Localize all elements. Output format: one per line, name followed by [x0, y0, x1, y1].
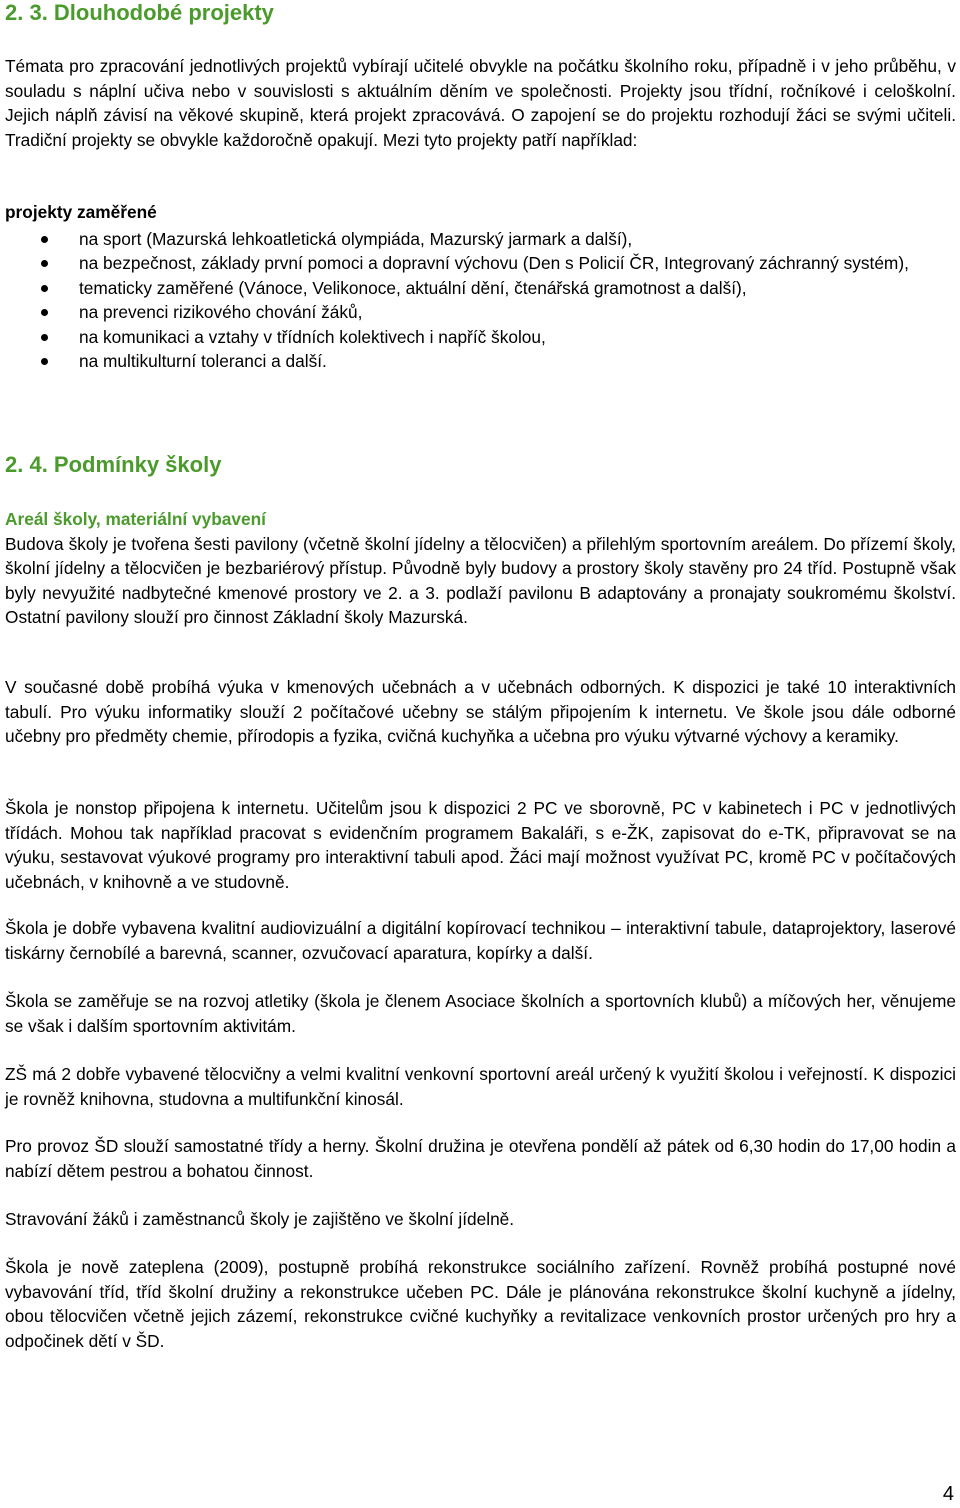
paragraph-block: [5, 1134, 956, 1183]
projects-list-title: projekty zaměřené: [5, 202, 157, 222]
list-item: tematicky zaměřené (Vánoce, Velikonoce, aktuální dění, čtenářská gramotnost a další),: [5, 276, 956, 301]
section-heading-conditions: 2. 4. Podmínky školy: [5, 452, 222, 477]
bullet-icon: [41, 236, 48, 243]
conditions-paragraph: Škola je nonstop připojena k internetu. Učitelům jsou k dispozici 2 PC ve sborovně, PC v kabinetech i PC v jednotlivých třídách. Mohou tak například pracovat s evidenčním programem Bakaláři, s e-ŽK, zapisovat do e-TK, připravovat se na výuku, sestavovat výukové programy pro interaktivní tabuli apod. Žáci mají možnost využívat PC, kromě PC v počítačových učebnách, v knihovně a ve studovně.: [5, 798, 956, 892]
list-item: na multikulturní toleranci a další.: [5, 349, 956, 374]
bullet-icon: [41, 358, 48, 365]
conditions-paragraph: V současné době probíhá výuka v kmenových učebnách a v učebnách odborných. K dispozici je také 10 interaktivních tabulí. Pro výuku informatiky slouží 2 počítačové učebny se stálým připojením k internetu. Ve škole jsou dále odborné učebny pro předměty chemie, přírodopis a fyzika, cvičná kuchyňka a učebna pro výuku výtvarné výchovy a keramiky.: [5, 677, 956, 746]
conditions-paragraph: Stravování žáků i zaměstnanců školy je zajištěno ve školní jídelně.: [5, 1209, 515, 1229]
section-heading-projects: 2. 3. Dlouhodobé projekty: [5, 0, 274, 25]
list-item: na prevenci rizikového chování žáků,: [5, 300, 956, 325]
projects-intro-paragraph: Témata pro zpracování jednotlivých projektů vybírají učitelé obvykle na počátku školního roku, případně i v jeho průběhu, v souladu s náplní učiva nebo v souvislosti s aktuálním děním ve společnosti. Projekty jsou třídní, ročníkové i celoškolní. Jejich náplň závisí na věkové skupině, která projekt zpracovává. O zapojení se do projektu rozhodují žáci se svými učiteli. Tradiční projekty se obvykle každoročně opakují. Mezi tyto projekty patří například:: [5, 56, 956, 150]
paragraph-block: [5, 916, 956, 965]
paragraph-block: [5, 796, 956, 894]
bullet-icon: [41, 334, 48, 341]
conditions-paragraph: Škola je nově zateplena (2009), postupně probíhá rekonstrukce sociálního zařízení. Rovněž probíhá postupné nové vybavování tříd, tříd školní družiny a rekonstrukce učeben PC. Dále je plánována rekonstrukce školní kuchyně a jídelny, obou tělocvičen včetně jejich zázemí, rekonstrukce cvičné kuchyňky a revitalizace venkovních prostor určených pro hry a odpočinek dětí v ŠD.: [5, 1257, 956, 1351]
list-item: na bezpečnost, základy první pomoci a dopravní výchovu (Den s Policií ČR, Integrovaný záchranný systém),: [5, 251, 956, 276]
projects-intro-block: [5, 54, 956, 152]
list-item: na sport (Mazurská lehkoatletická olympiáda, Mazurský jarmark a další),: [5, 227, 956, 252]
bullet-icon: [41, 309, 48, 316]
projects-list-block: [5, 200, 956, 374]
conditions-subheading: Areál školy, materiální vybavení: [5, 509, 266, 529]
projects-list: [5, 227, 956, 374]
paragraph-block: [5, 1207, 956, 1232]
list-item: na komunikaci a vztahy v třídních kolektivech i napříč školou,: [5, 325, 956, 350]
page-number: 4: [942, 1483, 954, 1505]
paragraph-block: [5, 675, 956, 749]
conditions-paragraph: ZŠ má 2 dobře vybavené tělocvičny a velmi kvalitní venkovní sportovní areál určený k využití školou i veřejností. K dispozici je rovněž knihovna, studovna a multifunkční kinosál.: [5, 1064, 956, 1109]
paragraph-block: [5, 1062, 956, 1111]
bullet-icon: [41, 260, 48, 267]
paragraph-block: [5, 1255, 956, 1353]
conditions-paragraph: Škola se zaměřuje se na rozvoj atletiky (škola je členem Asociace školních a sportovních klubů) a míčových her, věnujeme se však i dalším sportovním aktivitám.: [5, 991, 956, 1036]
bullet-icon: [41, 285, 48, 292]
paragraph-block: [5, 989, 956, 1038]
conditions-paragraph: Škola je dobře vybavena kvalitní audiovizuální a digitální kopírovací technikou – interaktivní tabule, dataprojektory, laserové tiskárny černobílé a barevná, scanner, ozvučovací aparatura, kopírky a další.: [5, 918, 956, 963]
conditions-paragraph: Budova školy je tvořena šesti pavilony (včetně školní jídelny a tělocvičen) a přilehlým sportovním areálem. Do přízemí školy, školní jídelny a tělocvičen je bezbariérový přístup. Původně byly budovy a prostory školy stavěny pro 24 tříd. Postupně však byly nevyužité nadbytečné kmenové prostory ve 2. a 3. podlaží pavilonu B adaptovány a pronajaty soukromému školství. Ostatní pavilony slouží pro činnost Základní školy Mazurská.: [5, 533, 956, 627]
conditions-block: [5, 507, 956, 630]
conditions-paragraph: Pro provoz ŠD slouží samostatné třídy a herny. Školní družina je otevřena pondělí až pátek od 6,30 hodin do 17,00 hodin a nabízí dětem pestrou a bohatou činnost.: [5, 1136, 956, 1181]
